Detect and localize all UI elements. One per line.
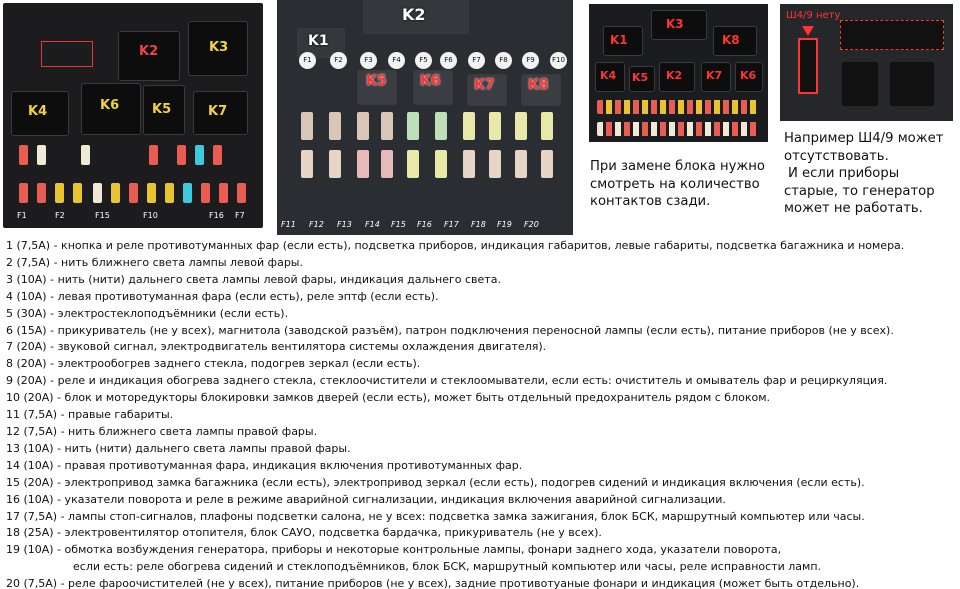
list-item: 2 (7,5А) - нить ближнего света лампы левой фары.	[6, 255, 303, 269]
fuse	[213, 145, 222, 165]
fuse	[515, 150, 527, 178]
relay-k2	[118, 31, 180, 81]
connector-socket	[842, 62, 878, 106]
fuse	[81, 145, 90, 165]
fuse	[357, 112, 369, 140]
fuse	[237, 183, 246, 203]
fuse	[177, 145, 186, 165]
fuse-box-photo-small	[589, 4, 768, 142]
fuse	[129, 183, 138, 203]
fuse	[73, 183, 82, 203]
list-item: 10 (20А) - блок и моторедукторы блокировки замков дверей (если есть), может быть отдельный предохранитель рядом с блоком.	[6, 391, 770, 405]
list-item: 19 (10А) - обмотка возбуждения генератора, приборы и некоторые контрольные лампы, фонари заднего хода, указатели поворота,	[6, 543, 782, 557]
relay-label: K1	[610, 33, 628, 47]
fuse-tag: F10	[550, 52, 567, 69]
fuse	[219, 183, 228, 203]
fuse-row	[597, 100, 759, 114]
fuse-row	[597, 122, 759, 136]
list-item: 7 (20А) - звуковой сигнал, электродвигатель вентилятора системы охлаждения двигателя).	[6, 340, 547, 354]
list-item-continuation: если есть: реле обогрева сидений и стеклоподъёмников, блок БСК, маршрутный компьютер или часы, реле исправности ламп.	[73, 560, 822, 574]
fuse	[407, 112, 419, 140]
list-item: 5 (30А) - электростеклоподъёмники (если есть).	[6, 306, 289, 320]
fuse	[435, 112, 447, 140]
relay-k2	[659, 62, 695, 92]
list-item: 4 (10А) - левая противотуманная фара (если есть), реле эптф (если есть).	[6, 289, 439, 303]
fuse-tag: F15	[391, 220, 406, 229]
caption-line: отсутствовать.	[784, 148, 889, 164]
fuse-tag: F3	[360, 52, 377, 69]
fuse	[147, 183, 156, 203]
fuse	[329, 112, 341, 140]
relay-k5	[143, 85, 185, 135]
fuse-tag: F6	[440, 52, 457, 69]
fuse	[37, 145, 46, 165]
relay-label: K8	[528, 77, 549, 93]
relay-label: K4	[600, 69, 617, 82]
relay-k3	[651, 10, 707, 40]
fuse-tag: F16	[417, 220, 432, 229]
relay-label: K5	[632, 71, 649, 84]
list-item: 8 (20А) - электрообогрев заднего стекла, подогрев зеркал (если есть).	[6, 357, 421, 371]
relay-k7	[467, 74, 507, 106]
relay-label: K6	[100, 98, 120, 113]
fuse	[381, 150, 393, 178]
list-item: 13 (10А) - нить (нити) дальнего света лампы правой фары.	[6, 441, 351, 455]
list-item: 1 (7,5А) - кнопка и реле противотуманных фар (если есть), подсветка приборов, индикация габаритов, левые габариты, подсветка багажника и номера.	[6, 239, 905, 252]
list-item: 18 (25А) - электровентилятор отопителя, блок САУО, подсветка бардачка, прикуриватель (не у всех).	[6, 526, 602, 540]
list-item: 16 (10А) - указатели поворота и реле в режиме аварийной сигнализации, индикация включения аварийной сигнализации.	[6, 492, 726, 506]
fuse	[301, 150, 313, 178]
relay-label: K4	[28, 104, 48, 119]
relay-k4	[11, 91, 69, 136]
relay-label: K1	[308, 33, 329, 49]
fuse-tag: F7	[468, 52, 485, 69]
connector-header-label: Ш4/9 нету	[786, 10, 841, 21]
fuse	[201, 183, 210, 203]
fuse-description-list	[6, 238, 956, 589]
list-item: 11 (7,5А) - правые габариты.	[6, 408, 174, 422]
list-item: 9 (20А) - реле и индикация обогрева заднего стекла, стеклоочистители и стеклоомыватели, если есть: очиститель и омыватель фар и рециркуляция.	[6, 374, 888, 388]
arrow-down-icon	[802, 26, 814, 36]
fuse-tag: F10	[143, 211, 158, 220]
fuse	[93, 183, 102, 203]
fuse-tag: F4	[388, 52, 405, 69]
fuse-tag: F17	[444, 220, 459, 229]
relay-k5	[357, 70, 397, 105]
list-item: 3 (10А) - нить (нити) дальнего света лампы левой фары, индикация дальнего света.	[6, 272, 501, 286]
caption-line: смотреть на количество	[590, 176, 760, 192]
fuse-tag: F11	[281, 220, 296, 229]
fuse-tag: F19	[497, 220, 512, 229]
fuse	[435, 150, 447, 178]
fuse-tag: F15	[95, 211, 110, 220]
fuse	[489, 150, 501, 178]
fuse	[111, 183, 120, 203]
relay-k2	[363, 0, 469, 34]
fuse	[183, 183, 192, 203]
fuse	[55, 183, 64, 203]
relay-k4	[595, 62, 625, 92]
list-item: 15 (20А) - электропривод замка багажника (если есть), электропривод зеркал (если есть), подогрев сидений и индикация включения (если есть).	[6, 475, 865, 489]
fuse	[515, 112, 527, 140]
fuse	[541, 112, 553, 140]
relay-label: K2	[139, 44, 159, 59]
relay-k6	[81, 83, 141, 135]
fuse	[195, 145, 204, 165]
fuse-tag: F16	[209, 211, 224, 220]
relay-label: K7	[208, 104, 228, 119]
fuse-tag: F2	[55, 211, 65, 220]
relay-label: K2	[666, 69, 683, 82]
fuse-tag: F7	[235, 211, 245, 220]
relay-k8	[521, 74, 561, 106]
list-item: 12 (7,5А) - нить ближнего света лампы правой фары.	[6, 424, 318, 438]
relay-label: K6	[740, 69, 757, 82]
fuse	[407, 150, 419, 178]
fuse	[541, 150, 553, 178]
list-item: 14 (10А) - правая противотуманная фара, индикация включения противотуманных фар.	[6, 458, 523, 472]
fuse-tag: F20	[524, 220, 539, 229]
fuse	[329, 150, 341, 178]
fuse	[19, 145, 28, 165]
relay-k7	[701, 62, 731, 92]
relay-label: K5	[152, 102, 172, 117]
connector-socket	[840, 20, 944, 50]
relay-label: K3	[666, 17, 684, 31]
red-marker-box	[41, 41, 93, 67]
caption-line: И если приборы	[788, 166, 900, 181]
fuse	[149, 145, 158, 165]
connector-pin-block	[798, 38, 818, 94]
relay-label: K2	[402, 5, 426, 24]
relay-label: K7	[474, 77, 495, 93]
relay-k1	[603, 26, 643, 56]
caption-line: старые, то генератор	[784, 183, 935, 199]
list-item: 17 (7,5А) - лампы стоп-сигналов, плафоны подсветки салона, не у всех: подсветка замка зажигания, блок БСК, маршрутный компьютер или часы.	[6, 509, 865, 523]
fuse-tag: F5	[415, 52, 432, 69]
fuse-tag: F18	[471, 220, 486, 229]
connector-socket	[890, 62, 934, 106]
fuse-box-photo-detail	[277, 0, 573, 235]
caption-line: может не работать.	[784, 201, 923, 216]
fuse	[165, 183, 174, 203]
fuse	[489, 112, 501, 140]
block-note	[590, 158, 765, 211]
caption-line: Например Ш4/9 может	[784, 131, 944, 146]
fuse-tag: F12	[309, 220, 324, 229]
relay-label: K5	[366, 73, 387, 89]
fuse-tag: F2	[330, 52, 347, 69]
fuse-tag: F1	[299, 52, 316, 69]
list-item: 20 (7,5А) - реле фароочистителей (не у всех), питание приборов (не у всех), задние противотуаные фонари и индикация (может быть отдельно).	[6, 577, 860, 589]
relay-k8	[713, 26, 757, 56]
relay-label: K6	[420, 73, 441, 89]
relay-k6	[413, 70, 453, 105]
relay-k3	[188, 21, 248, 76]
fuse-tag: F13	[337, 220, 352, 229]
relay-k7	[193, 91, 248, 135]
relay-k6	[735, 62, 763, 92]
fuse-tag: F8	[495, 52, 512, 69]
relay-label: K8	[722, 33, 740, 47]
relay-k5	[629, 66, 655, 92]
relay-label: K7	[706, 69, 723, 82]
fuse-box-photo-main	[3, 3, 263, 228]
fuse	[463, 112, 475, 140]
fuse	[301, 112, 313, 140]
fuse	[37, 183, 46, 203]
fuse	[381, 112, 393, 140]
relay-label: K3	[209, 40, 229, 55]
fuse-tag: F14	[365, 220, 380, 229]
fuse	[463, 150, 475, 178]
fuse	[357, 150, 369, 178]
example-note	[784, 130, 943, 218]
fuse	[19, 183, 28, 203]
fuse-tag: F1	[17, 211, 27, 220]
caption-line: контактов сзади.	[590, 194, 711, 209]
caption-line: При замене блока нужно	[590, 159, 765, 174]
connector-photo	[780, 4, 953, 121]
fuse-tag: F9	[522, 52, 539, 69]
list-item: 6 (15А) - прикуриватель (не у всех), магнитола (заводской разъём), патрон подключения переносной лампы (если есть), питание приборов (не у всех).	[6, 323, 894, 337]
